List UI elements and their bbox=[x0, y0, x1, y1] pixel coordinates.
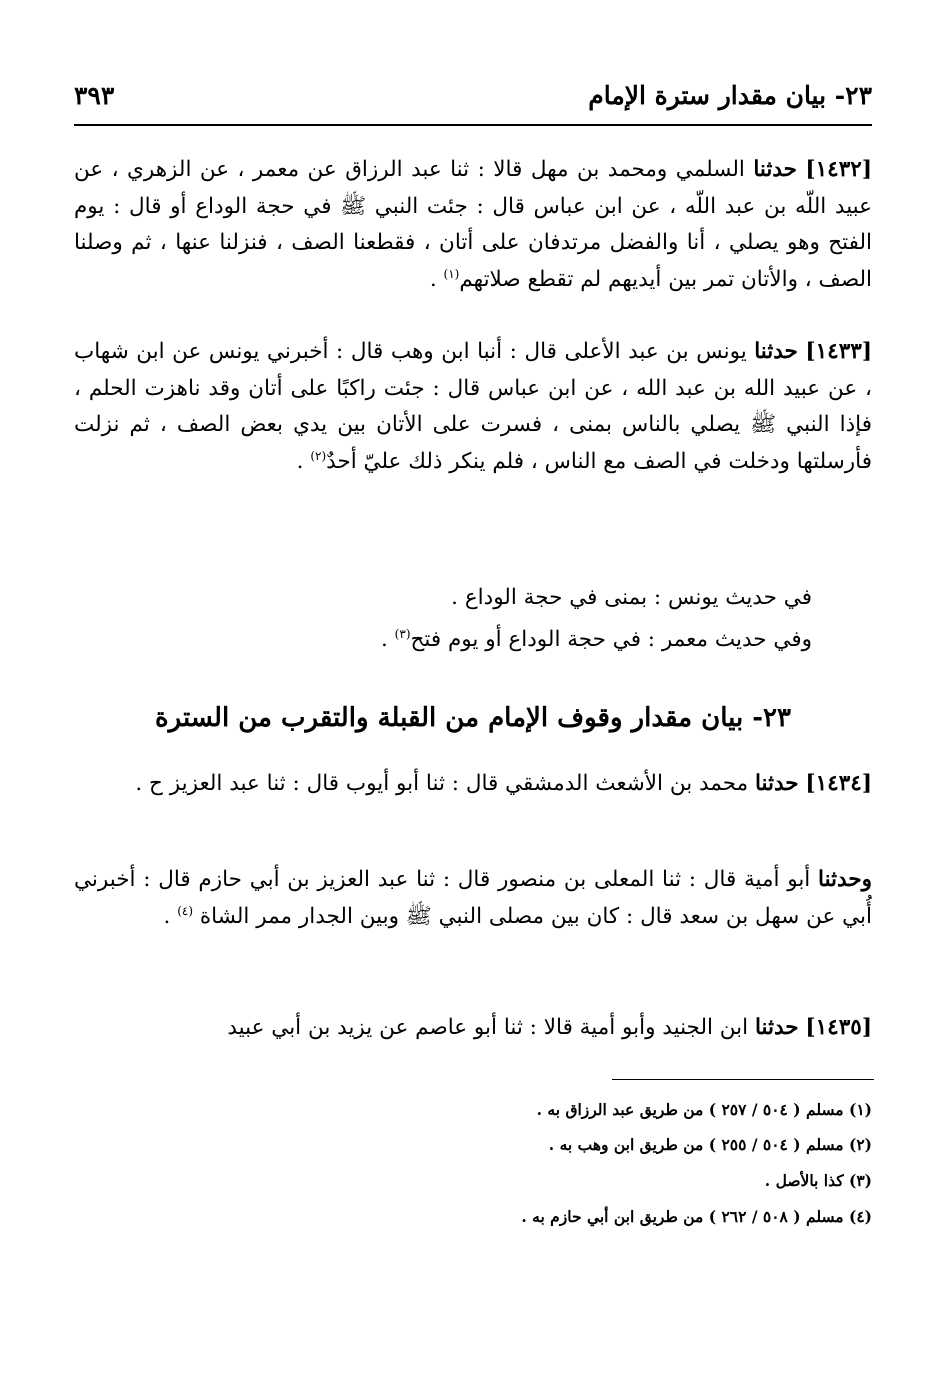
note-end: . bbox=[381, 627, 395, 652]
hadith-text: أبو أمية قال : ثنا المعلى بن منصور قال : ثنا عبد العزيز بن أبي حازم قال : أخبرني أُبي عن سهل بن سعد قال : كان بين مصلى النبي ﷺ وبين الجدار ممر الشاة bbox=[74, 867, 872, 929]
note-text: وفي حديث معمر : في حجة الوداع أو يوم فتح bbox=[410, 627, 812, 652]
page-number: ٣٩٣ bbox=[74, 80, 115, 110]
hadith-text: محمد بن الأشعث الدمشقي قال : ثنا أبو أيوب قال : ثنا عبد العزيز ح . bbox=[135, 771, 755, 796]
note-mamar bbox=[74, 622, 812, 659]
narration-keyword: حدثنا bbox=[754, 771, 799, 796]
header-divider bbox=[74, 124, 872, 126]
section-heading: ٢٣- بيان مقدار وقوف الإمام من القبلة والتقرب من السترة bbox=[155, 703, 791, 733]
hadith-1434 bbox=[74, 766, 872, 803]
hadith-end: . bbox=[163, 903, 178, 929]
footnote-ref: (١) bbox=[443, 266, 460, 281]
hadith-1433 bbox=[74, 334, 872, 480]
hadith-1435 bbox=[74, 1010, 872, 1047]
narration-keyword: حدثنا bbox=[753, 157, 797, 182]
footnote-ref: (٤) bbox=[177, 903, 194, 918]
hadith-1432 bbox=[74, 152, 872, 298]
hadith-text: يونس بن عبد الأعلى قال : أنبا ابن وهب قال : أخبرني يونس عن ابن شهاب ، عن عبيد الله بن عبد الله ، عن ابن عباس قال : جئت راكبًا على أتان وقد ناهزت الحلم ، فإذا النبي ﷺ يصلي بالناس بمنى ، فسرت على الأتان بين يدي بعض الصف ، ثم نزلت فأرسلتها ودخلت في الصف مع الناس ، فلم ينكر ذلك عليّ أحدٌ bbox=[74, 339, 872, 474]
narration-keyword: حدثنا bbox=[754, 339, 798, 364]
hadith-number: [١٤٣٥] bbox=[805, 1015, 872, 1040]
narration-keyword: وحدثنا bbox=[818, 867, 872, 892]
narration-keyword: حدثنا bbox=[754, 1015, 799, 1040]
hadith-end: . bbox=[429, 266, 444, 292]
footnote-ref: (٣) bbox=[394, 626, 411, 641]
hadith-number: [١٤٣٤] bbox=[805, 771, 872, 796]
footnote-1: (١) مسلم ( ٥٠٤ / ٢٥٧ ) من طريق عبد الرزاق به . bbox=[536, 1100, 872, 1119]
hadith-1434-chain-2 bbox=[74, 862, 872, 935]
footnote-4: (٤) مسلم ( ٥٠٨ / ٢٦٢ ) من طريق ابن أبي حازم به . bbox=[521, 1207, 872, 1226]
page-header bbox=[74, 70, 872, 120]
footnote-ref: (٢) bbox=[310, 448, 327, 463]
note-yunus bbox=[74, 580, 812, 617]
hadith-end: . bbox=[296, 448, 311, 474]
hadith-text: ابن الجنيد وأبو أمية قالا : ثنا أبو عاصم عن يزيد بن أبي عبيد bbox=[227, 1015, 755, 1040]
footnote-divider bbox=[612, 1079, 874, 1080]
footnote-3: (٣) كذا بالأصل . bbox=[764, 1171, 872, 1190]
hadith-number: [١٤٣٢] bbox=[805, 157, 872, 182]
chapter-title: ٢٣- بيان مقدار سترة الإمام bbox=[588, 80, 872, 110]
footnote-2: (٢) مسلم ( ٥٠٤ / ٢٥٥ ) من طريق ابن وهب به . bbox=[548, 1135, 872, 1154]
hadith-text: السلمي ومحمد بن مهل قالا : ثنا عبد الرزاق عن معمر ، عن الزهري ، عن عبيد اللّه بن عبد اللّه ، عن ابن عباس قال : جئت النبي ﷺ في حجة الوداع أو قال : يوم الفتح وهو يصلي ، أنا والفضل مرتدفان على أتان ، فقطعنا الصف ، فنزلنا عنها ، ثم وصلنا الصف ، والأتان تمر بين أيديهم لم تقطع صلاتهم bbox=[74, 157, 872, 292]
note-text: في حديث يونس : بمنى في حجة الوداع . bbox=[451, 585, 812, 610]
hadith-number: [١٤٣٣] bbox=[805, 339, 872, 364]
